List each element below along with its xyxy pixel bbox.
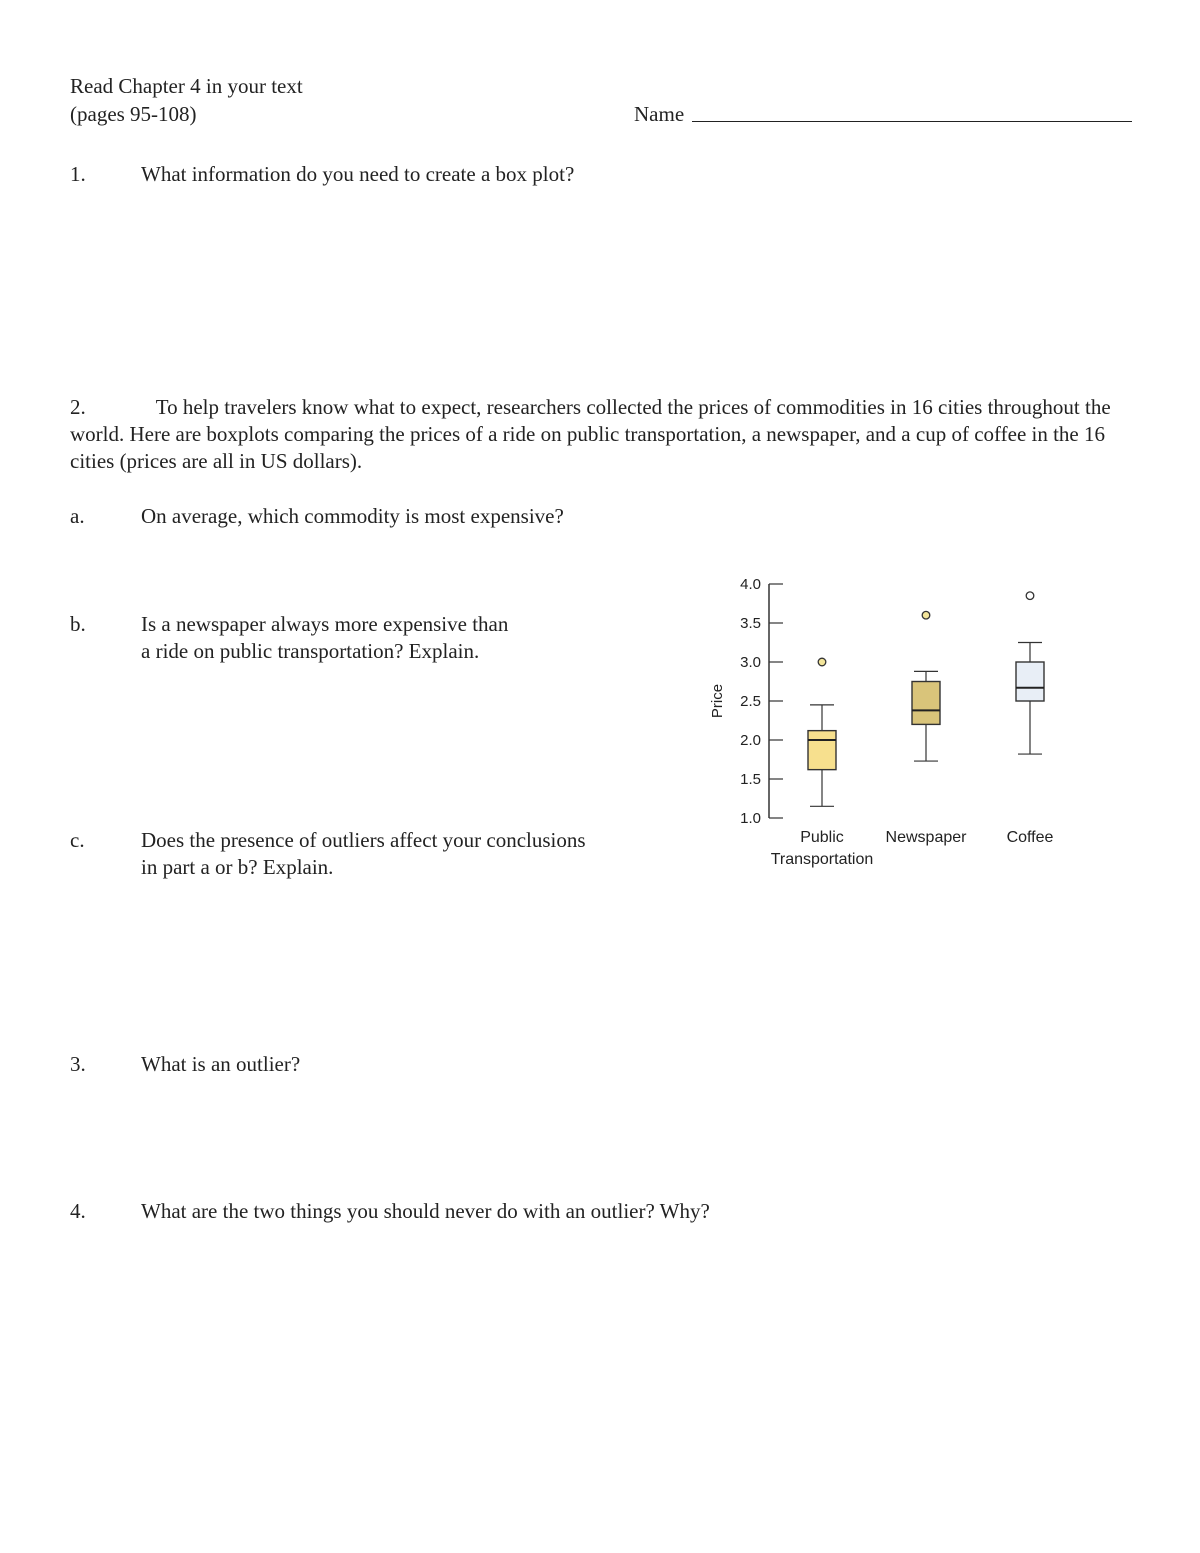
y-tick-label: 2.0 — [740, 732, 761, 749]
question-3-text: What is an outlier? — [141, 1052, 301, 1076]
question-2b-line-1: Is a newspaper always more expensive than — [141, 612, 509, 636]
question-2-paragraph — [70, 394, 1140, 475]
question-2b-letter: b. — [70, 612, 86, 636]
name-label: Name — [634, 102, 685, 126]
question-2a-text: On average, which commodity is most expensive? — [141, 504, 564, 528]
y-axis-label: Price — [709, 683, 726, 719]
box-iqr — [912, 682, 940, 725]
category-label: Transportation — [770, 851, 874, 868]
y-tick-label: 3.5 — [740, 615, 761, 632]
header-line-2: (pages 95-108) — [70, 102, 197, 126]
question-2c-letter: c. — [70, 828, 85, 852]
outlier-point — [818, 658, 826, 666]
box-iqr — [1016, 662, 1044, 701]
y-tick-label: 4.0 — [740, 576, 761, 593]
header-line-1: Read Chapter 4 in your text — [70, 74, 303, 98]
question-1-text: What information do you need to create a box plot? — [141, 162, 575, 186]
category-label: Newspaper — [885, 829, 967, 846]
question-3-number: 3. — [70, 1052, 86, 1076]
question-2-text: To help travelers know what to expect, researchers collected the prices of commodities in 16 cities throughout the world. Here are boxplots comparing the prices of a ride on public transportation, a newspaper, and a cup of coffee in the 16 cities (prices are all in US dollars). — [70, 395, 1111, 473]
question-2-number: 2. — [70, 395, 86, 419]
y-tick-label: 1.0 — [740, 810, 761, 827]
y-tick-label: 3.0 — [740, 654, 761, 671]
y-tick-label: 2.5 — [740, 693, 761, 710]
question-2a-letter: a. — [70, 504, 85, 528]
question-2b-line-2: a ride on public transportation? Explain. — [141, 639, 480, 663]
outlier-point — [922, 611, 930, 619]
name-blank-line[interactable] — [692, 121, 1132, 122]
price-boxplot-chart — [700, 560, 1100, 880]
box-iqr — [808, 731, 836, 770]
question-1-number: 1. — [70, 162, 86, 186]
outlier-point — [1026, 592, 1034, 600]
question-2c-line-1: Does the presence of outliers affect your conclusions — [141, 828, 586, 852]
category-label: Coffee — [1006, 829, 1054, 846]
y-tick-label: 1.5 — [740, 771, 761, 788]
question-2c-line-2: in part a or b? Explain. — [141, 855, 334, 879]
question-4-text: What are the two things you should never do with an outlier? Why? — [141, 1199, 710, 1223]
category-label: Public — [800, 829, 844, 846]
question-4-number: 4. — [70, 1199, 86, 1223]
